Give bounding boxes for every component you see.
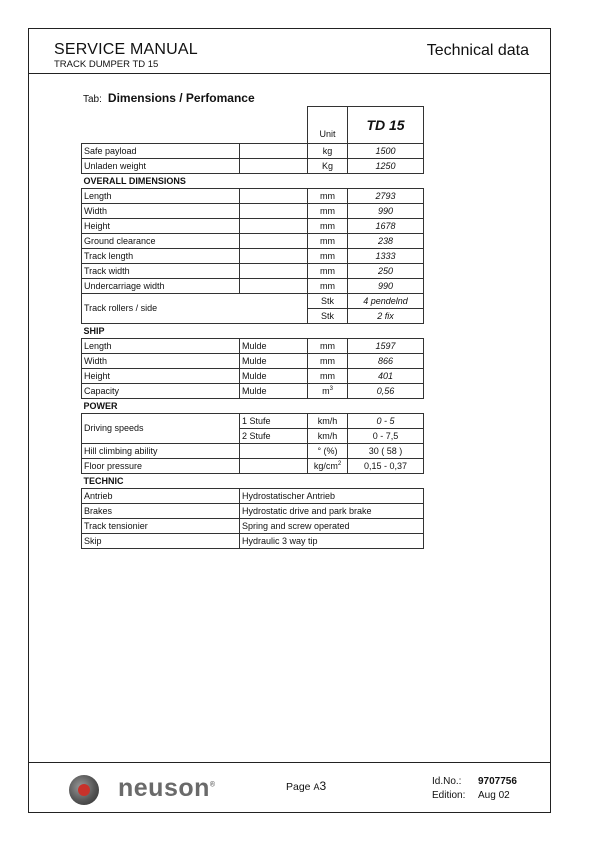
row-note: 1 Stufe [240,414,308,429]
row-label: Height [82,219,240,234]
row-value: 1597 [348,339,424,354]
row-label: Antrieb [82,489,240,504]
row-note: Mulde [240,354,308,369]
table-row [82,369,424,384]
row-value: 1500 [348,144,424,159]
row-note: 2 Stufe [240,429,308,444]
row-unit: kg [308,144,348,159]
row-unit: mm [308,234,348,249]
edition-label: Edition: [432,790,466,801]
table-row [82,414,424,429]
row-label: Length [82,189,240,204]
model-header: TD 15 [348,107,424,144]
row-label: Unladen weight [82,159,240,174]
row-label: Track tensionier [82,519,240,534]
id-label: Id.No.: [432,776,462,787]
section-heading: TECHNIC [82,474,424,489]
row-value: 238 [348,234,424,249]
row-label: Width [82,354,240,369]
row-label: Floor pressure [82,459,240,474]
brand-name: neuson® [118,774,216,802]
row-label: Safe payload [82,144,240,159]
table-caption [83,91,255,105]
row-value: 0,56 [348,384,424,399]
row-label: Width [82,204,240,219]
row-label: Hill climbing ability [82,444,240,459]
row-unit: mm [308,279,348,294]
row-note: Mulde [240,384,308,399]
row-label: Track length [82,249,240,264]
table-caption-prefix: Tab: [83,94,102,105]
row-label: Length [82,339,240,354]
row-value: 2 fix [348,309,424,324]
table-row [82,219,424,234]
row-note: Mulde [240,339,308,354]
table-row [82,354,424,369]
section-heading: POWER [82,399,424,414]
footer-divider [28,762,551,763]
row-unit: Kg [308,159,348,174]
unit-header: Unit [308,107,348,144]
section-title: Technical data [426,42,529,59]
table-row [82,264,424,279]
id-value: 9707756 [478,776,517,787]
row-label: Driving speeds [82,414,240,444]
row-unit: km/h [308,429,348,444]
row-value: 4 pendelnd [348,294,424,309]
row-value: 1250 [348,159,424,174]
row-label: Undercarriage width [82,279,240,294]
row-unit: mm [308,369,348,384]
row-unit: mm [308,219,348,234]
row-value: 250 [348,264,424,279]
section-heading: SHIP [82,324,424,339]
row-value: Hydrostatischer Antrieb [240,489,424,504]
table-row [82,234,424,249]
table-row [82,384,424,399]
table-caption-title: Dimensions / Perfomance [107,91,255,105]
table-row [82,279,424,294]
row-label: Skip [82,534,240,549]
edition-value: Aug 02 [478,790,510,801]
header-divider [28,73,551,74]
row-value: 1678 [348,219,424,234]
row-label: Brakes [82,504,240,519]
row-label: Track rollers / side [82,294,308,324]
page-number: Page A3 [286,779,327,793]
table-row [82,504,424,519]
row-value: Hydraulic 3 way tip [240,534,424,549]
row-unit: mm [308,354,348,369]
section-heading: OVERALL DIMENSIONS [82,174,424,189]
table-header-row [82,107,424,144]
row-unit: $kg/cm^2$ [308,459,348,474]
row-value: 866 [348,354,424,369]
manual-title: SERVICE MANUAL [54,41,198,58]
row-label: Ground clearance [82,234,240,249]
table-row [82,144,424,159]
row-label: Height [82,369,240,384]
neuson-logo-icon [69,775,99,805]
row-unit: km/h [308,414,348,429]
row-value: Hydrostatic drive and park brake [240,504,424,519]
row-value: 0 - 5 [348,414,424,429]
table-row [82,339,424,354]
table-row [82,534,424,549]
row-label: Capacity [82,384,240,399]
row-note: Mulde [240,369,308,384]
spec-table [81,106,424,549]
row-value: 2793 [348,189,424,204]
row-unit: mm [308,204,348,219]
row-unit: mm [308,264,348,279]
table-row [82,489,424,504]
row-value: 990 [348,204,424,219]
row-unit: mm [308,339,348,354]
document-ids [432,775,517,803]
row-unit: Stk [308,294,348,309]
row-value: 0 - 7,5 [348,429,424,444]
table-row [82,519,424,534]
row-unit: mm [308,249,348,264]
table-row [82,189,424,204]
row-value: 401 [348,369,424,384]
row-label: Track width [82,264,240,279]
row-value: 990 [348,279,424,294]
row-value: 1333 [348,249,424,264]
row-unit: Stk [308,309,348,324]
row-value: 0,15 - 0,37 [348,459,424,474]
table-row [82,444,424,459]
row-value: Spring and screw operated [240,519,424,534]
row-value: 30 ( 58 ) [348,444,424,459]
table-row [82,459,424,474]
row-unit: ° (%) [308,444,348,459]
table-row [82,204,424,219]
row-unit: $m^3$ [308,384,348,399]
table-row [82,294,424,309]
row-unit: mm [308,189,348,204]
table-row [82,249,424,264]
table-row [82,159,424,174]
manual-subtitle: TRACK DUMPER TD 15 [54,59,159,70]
